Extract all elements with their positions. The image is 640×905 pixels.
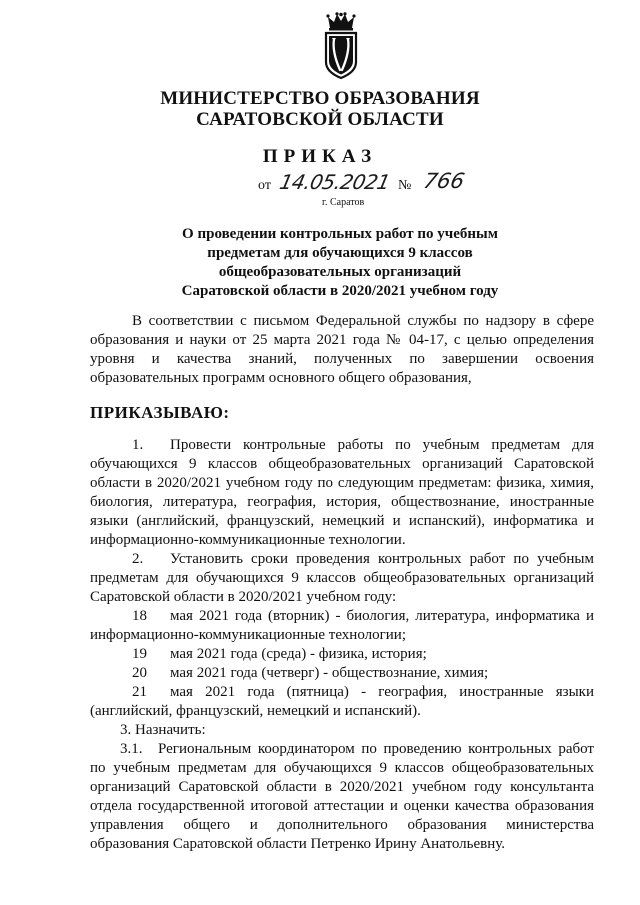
ministry-name-line2: САРАТОВСКОЙ ОБЛАСТИ [196, 109, 444, 130]
schedule-20 [90, 664, 594, 683]
subject-line: предметам для обучающихся 9 классов [207, 245, 473, 261]
item-text: Региональным координатором по проведению контрольных работ [158, 741, 594, 757]
preamble-text: В соответствии с письмом Федеральной службы по надзору в сфере [132, 313, 594, 329]
preamble-text: уровня и качества знаний, полученных по завершении освоения [90, 351, 594, 367]
item-number: 2. [132, 551, 144, 567]
item-text: Установить сроки проведения контрольных работ по учебным [170, 551, 594, 567]
schedule-21 [90, 683, 594, 702]
schedule-19 [90, 645, 594, 664]
item-text: области в 2020/2021 учебном году по следующим предметам: физика, химия, [90, 475, 594, 491]
preamble-text: образовательных программ основного общего образования, [90, 370, 472, 386]
item-text: образования Саратовской области Петренко Ирину Анатольевну. [90, 836, 505, 852]
preamble-line [90, 312, 594, 331]
order-title: ПРИКАЗ [262, 146, 378, 167]
schedule-day: 21 [132, 684, 147, 700]
item-text: биология, литература, география, история, обществознание, иностранные [90, 494, 594, 510]
item-text: Саратовской области в 2020/2021 учебном году: [90, 589, 397, 605]
schedule-text: мая 2021 года (четверг) - обществознание, химия; [170, 665, 489, 681]
schedule-day: 19 [132, 646, 147, 662]
schedule-text: мая 2021 года (вторник) - биология, литература, информатика и [170, 608, 594, 624]
item-3-1-line [90, 740, 594, 759]
indent [90, 436, 132, 455]
item-text: управления общего и дополнительного образования министерства [90, 817, 594, 833]
order-subject [150, 225, 530, 301]
item-text: предметам для обучающихся 9 классов общеобразовательных организаций [90, 570, 594, 586]
decree-word: ПРИКАЗЫВАЮ: [90, 403, 230, 422]
subject-line: Саратовской области в 2020/2021 учебном году [181, 283, 499, 299]
item-3-line [90, 721, 594, 740]
indent [90, 721, 120, 740]
coat-of-arms-icon [318, 12, 364, 80]
item-text: 3. Назначить: [120, 722, 206, 738]
schedule-text: информационно-коммуникационные технологии; [90, 627, 406, 643]
item-number: 3.1. [120, 741, 143, 757]
preamble-text: образования и науки от 25 марта 2021 года № 04-17, с целью определения [90, 332, 594, 348]
schedule-text: (английский, французский, немецкий и испанский). [90, 703, 421, 719]
order-date-number [258, 169, 498, 198]
subject-line: О проведении контрольных работ по учебным [182, 226, 498, 242]
indent [90, 550, 132, 569]
item-text: организаций Саратовской области в 2020/2021 учебном году консультанта [90, 779, 594, 795]
subject-line: общеобразовательных организаций [218, 264, 462, 280]
indent [90, 683, 132, 702]
from-label: от [258, 178, 271, 193]
city-label: г. Саратов [322, 197, 365, 208]
schedule-text: мая 2021 года (среда) - физика, история; [170, 646, 427, 662]
indent [90, 664, 132, 683]
indent [90, 645, 132, 664]
item-1-line [90, 436, 594, 455]
order-number: 766 [421, 169, 467, 193]
item-text: Провести контрольные работы по учебным предметам для [170, 437, 594, 453]
item-text: обучающихся 9 классов общеобразовательных организаций Саратовской [90, 456, 594, 472]
indent [90, 607, 132, 626]
item-text: языки (английский, французский, немецкий и испанский), информатика и [90, 513, 594, 529]
schedule-text: мая 2021 года (пятница) - география, иностранные языки [170, 684, 594, 700]
item-number: 1. [132, 437, 144, 453]
schedule-18 [90, 607, 594, 626]
item-text: информационно-коммуникационные технологии. [90, 532, 406, 548]
item-text: отдела государственной итоговой аттестации и оценки качества образования [90, 798, 594, 814]
indent [90, 740, 120, 759]
order-items [90, 436, 594, 854]
indent [90, 312, 132, 331]
preamble [90, 312, 594, 388]
item-2-line [90, 550, 594, 569]
schedule-day: 18 [132, 608, 147, 624]
ministry-name-line1: МИНИСТЕРСТВО ОБРАЗОВАНИЯ [160, 88, 480, 109]
order-date: 14.05.2021 [277, 170, 393, 194]
number-sign: № [398, 178, 412, 193]
item-text: по учебным предметам для обучающихся 9 классов общеобразовательных [90, 760, 594, 776]
schedule-day: 20 [132, 665, 147, 681]
